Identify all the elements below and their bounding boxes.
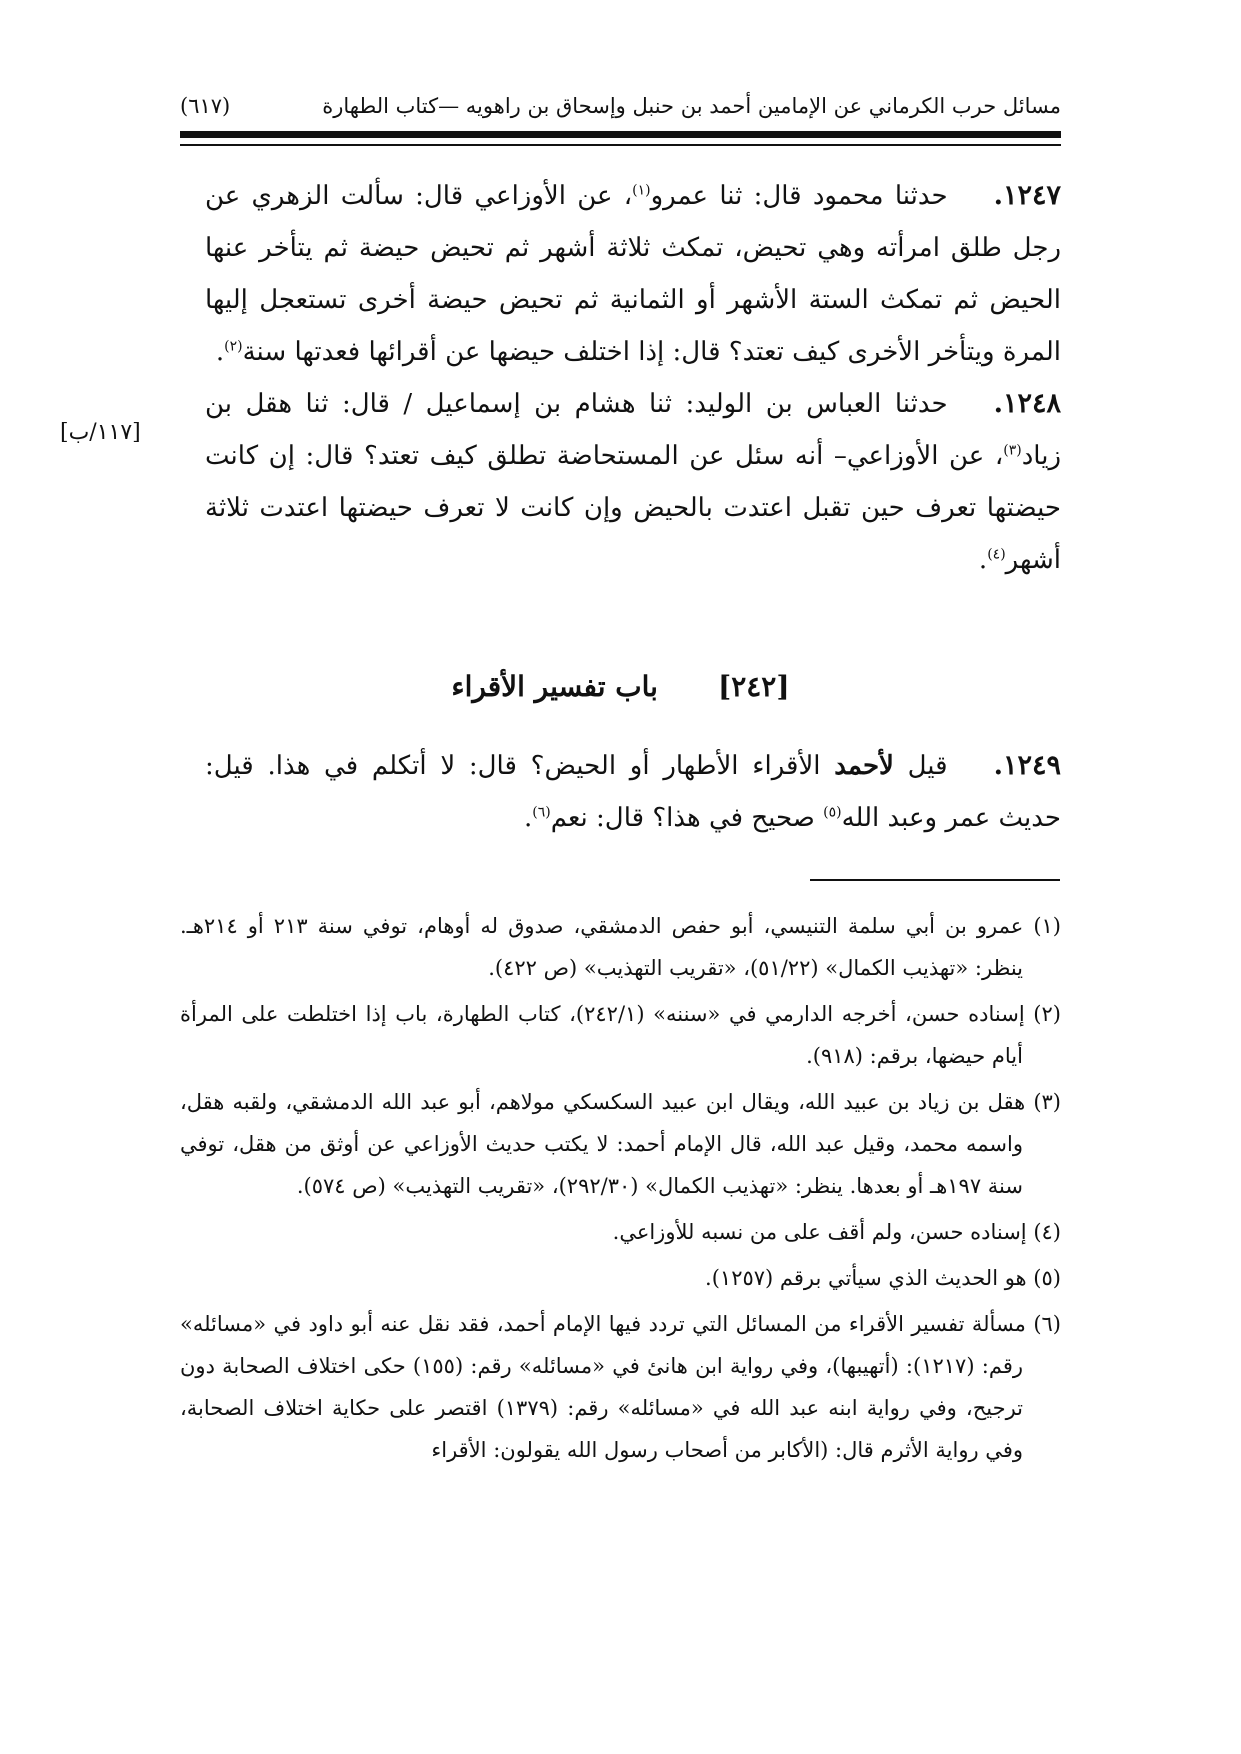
footnote-separator — [810, 879, 1060, 881]
section-number: [٢٤٢] — [717, 670, 790, 703]
paragraph-text: . — [523, 803, 533, 833]
footnote-5: (٥) هو الحديث الذي سيأتي برقم (١٢٥٧). — [705, 1266, 1061, 1290]
emphasis-name: لأحمد — [834, 751, 894, 781]
paragraph-1247 — [205, 170, 1061, 378]
manuscript-folio-note: [١١٧/ب] — [60, 420, 141, 445]
section-title: باب تفسير الأقراء — [451, 670, 658, 703]
footnote-4: (٤) إسناده حسن، ولم أقف على من نسبه للأوزاعي. — [612, 1220, 1061, 1244]
paragraph-text: . — [978, 545, 988, 575]
paragraph-text: ، عن الأوزاعي قال: سألت الزهري عن رجل طلق امرأته وهي تحيض، تمكث ثلاثة أشهر ثم تحيض حيضة ثم يتأخر عنها الحيض ثم تمكث الستة الأشهر أو الثمانية ثم تحيض حيضة أخرى تستعجل إليها المرة ويتأخر الأخرى كيف تعتد؟ قال: إذا اختلف حيضها عن أقرائها فعدتها سنة — [205, 181, 1061, 367]
paragraph-1249 — [205, 740, 1061, 844]
footnote-ref[interactable]: (٦) — [532, 804, 551, 821]
footnote-ref[interactable]: (٤) — [987, 546, 1006, 563]
paragraph-number: ١٢٤٩. — [993, 750, 1061, 781]
running-title: مسائل حرب الكرماني عن الإمامين أحمد بن حنبل وإسحاق بن راهويه —كتاب الطهارة — [322, 94, 1061, 118]
footnote-ref[interactable]: (٢) — [224, 338, 243, 355]
footnote-ref[interactable]: (٣) — [1003, 442, 1022, 459]
page-header — [180, 86, 1061, 126]
paragraph-number: ١٢٤٨. — [993, 388, 1061, 419]
header-rule-thin — [180, 144, 1061, 146]
paragraph-text: . — [215, 337, 225, 367]
paragraph-number: ١٢٤٧. — [993, 180, 1061, 211]
header-rule-thick — [180, 131, 1061, 138]
footnotes — [180, 905, 1061, 1475]
paragraph-text: الأقراء الأطهار أو الحيض؟ قال: لا أتكلم في هذا. قيل: حديث عمر وعبد الله — [205, 751, 1061, 833]
footnote-2: (٢) إسناده حسن، أخرجه الدارمي في «سننه» (٢٤٢/١)، كتاب الطهارة، باب إذا اختلطت على المرأة أيام حيضها، برقم: (٩١٨). — [180, 1002, 1061, 1068]
footnote-3: (٣) هقل بن زياد بن عبيد الله، ويقال ابن عبيد السكسكي مولاهم، أبو عبد الله الدمشقي، ولقبه هقل، واسمه محمد، وقيل عبد الله، قال الإمام أحمد: لا يكتب حديث الأوزاعي عن أوثق من هقل، توفي سنة ١٩٧هـ أو بعدها. ينظر: «تهذيب الكمال» (٢٩٢/٣٠)، «تقريب التهذيب» (ص ٥٧٤). — [180, 1090, 1061, 1198]
footnote-6: (٦) مسألة تفسير الأقراء من المسائل التي تردد فيها الإمام أحمد، فقد نقل عنه أبو داود في «مسائله» رقم: (١٢١٧): (أتهيبها)، وفي رواية ابن هانئ في «مسائله» رقم: (١٥٥) حكى اختلاف الصحابة دون ترجيح، وفي رواية ابنه عبد الله في «مسائله» رقم: (١٣٧٩) اقتصر على حكاية اختلاف الصحابة، وفي رواية الأثرم قال: (الأكابر من أصحاب رسول الله يقولون: الأقراء — [180, 1312, 1061, 1462]
page-number: (٦١٧) — [180, 94, 231, 118]
footnote-1: (١) عمرو بن أبي سلمة التنيسي، أبو حفص الدمشقي، صدوق له أوهام، توفي سنة ٢١٣ أو ٢١٤هـ. ينظر: «تهذيب الكمال» (٥١/٢٢)، «تقريب التهذيب» (ص ٤٢٢). — [180, 914, 1061, 980]
footnote-ref[interactable]: (١) — [632, 182, 651, 199]
paragraph-text: قيل — [893, 751, 948, 781]
paragraph-text: حدثنا العباس بن الوليد: ثنا هشام بن إسماعيل / قال: ثنا هقل بن زياد — [205, 389, 1061, 471]
paragraph-text: صحيح في هذا؟ قال: نعم — [550, 803, 824, 833]
section-heading — [180, 670, 1061, 703]
paragraph-text: حدثنا محمود قال: ثنا عمرو — [650, 181, 948, 211]
paragraph-1248 — [205, 378, 1061, 586]
paragraph-text: ، عن الأوزاعي– أنه سئل عن المستحاضة تطلق كيف تعتد؟ قال: إن كانت حيضتها تعرف حين تقبل اعتدت بالحيض وإن كانت لا تعرف حيضتها اعتدت ثلاثة أشهر — [205, 441, 1061, 575]
footnote-ref[interactable]: (٥) — [823, 804, 842, 821]
